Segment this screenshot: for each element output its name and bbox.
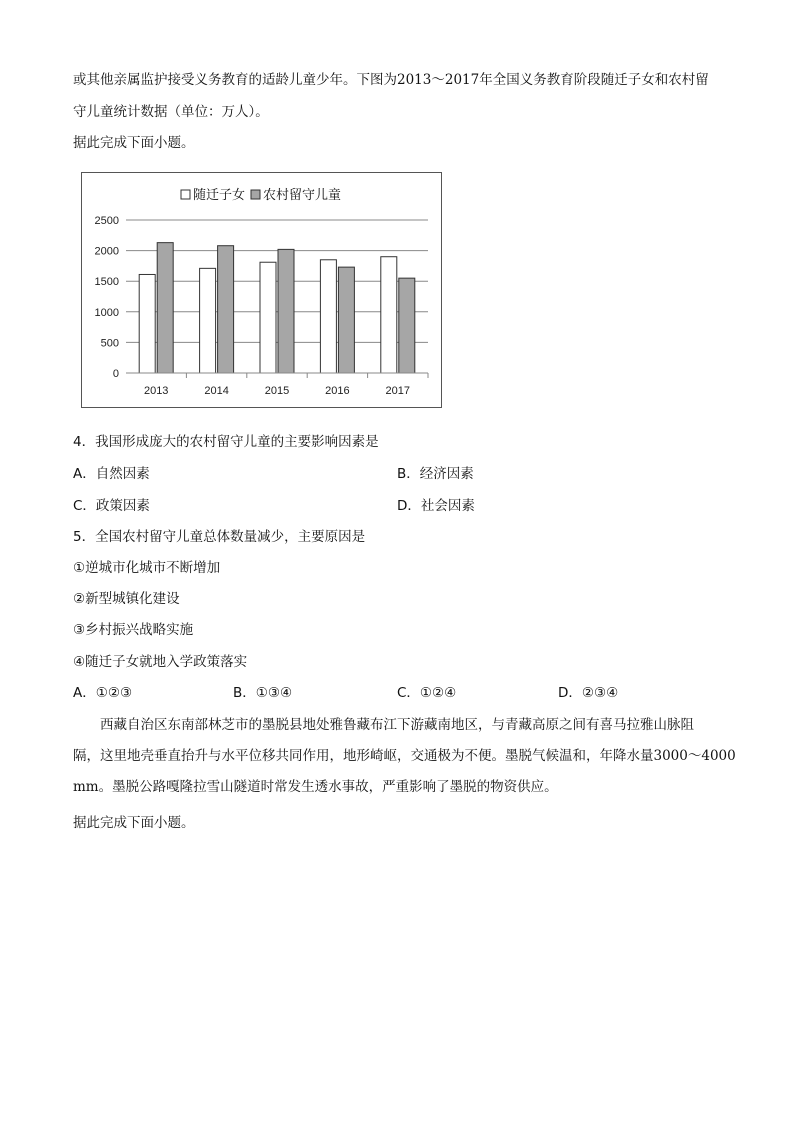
x-tick-label: 2013 — [143, 385, 169, 397]
q5-statement-4: ④随迁子女就地入学政策落实 — [73, 654, 248, 670]
chart-bars — [139, 243, 415, 373]
y-tick-label: 0 — [112, 368, 119, 380]
q4-option-d[interactable]: D．社会因素 — [397, 498, 475, 514]
y-tick-label: 2000 — [94, 245, 119, 258]
bar-series-1 — [139, 274, 155, 373]
q5-statement-3: ③乡村振兴战略实施 — [73, 622, 194, 638]
y-tick-label: 500 — [100, 337, 119, 350]
bar-series-1 — [260, 262, 276, 373]
passage-line-3: mm。墨脱公路嘎隆拉雪山隧道时常发生透水事故，严重影响了墨脱的物资供应。 — [73, 779, 558, 795]
y-tick-label: 2500 — [94, 215, 119, 227]
bar-series-1 — [320, 260, 336, 373]
passage-line-2: 隔，这里地壳垂直抬升与水平位移共同作用，地形崎岖，交通极为不便。墨脱气候温和，年降水量3000～4000 — [73, 748, 736, 764]
bar-chart-svg — [82, 173, 441, 407]
x-tick-label: 2014 — [204, 385, 229, 397]
y-tick-label: 1500 — [94, 276, 119, 289]
x-tick-label: 2017 — [385, 385, 411, 397]
intro-line-1: 或其他亲属监护接受义务教育的适龄儿童少年。下图为2013～2017年全国义务教育阶段随迁子女和农村留 — [73, 72, 709, 88]
bar-series-1 — [381, 257, 397, 373]
intro-line-2: 守儿童统计数据（单位：万人）。 — [73, 104, 269, 120]
q5-option-a[interactable]: A．①②③ — [73, 685, 133, 701]
bar-series-2 — [399, 278, 415, 373]
bar-series-2 — [338, 267, 354, 373]
q4-stem: 4．我国形成庞大的农村留守儿童的主要影响因素是 — [73, 434, 379, 450]
intro-prompt: 据此完成下面小题。 — [73, 135, 195, 151]
legend-label: 随迁子女 — [193, 187, 246, 202]
q4-option-b[interactable]: B．经济因素 — [397, 466, 474, 482]
passage-prompt: 据此完成下面小题。 — [73, 815, 195, 831]
q4-option-c[interactable]: C．政策因素 — [73, 498, 150, 514]
chart-legend — [181, 187, 341, 202]
bar-chart — [81, 172, 442, 408]
x-tick-label: 2015 — [264, 385, 290, 397]
bar-series-2 — [157, 243, 173, 373]
x-tick-label: 2016 — [325, 385, 350, 397]
q5-option-b[interactable]: B．①③④ — [233, 685, 293, 701]
bar-series-1 — [200, 268, 216, 373]
y-tick-label: 1000 — [94, 306, 119, 319]
q5-stem: 5．全国农村留守儿童总体数量减少，主要原因是 — [73, 529, 366, 545]
bar-series-2 — [218, 246, 234, 373]
q4-option-a[interactable]: A．自然因素 — [73, 466, 150, 482]
q5-statement-2: ②新型城镇化建设 — [73, 591, 180, 607]
passage-line-1: 西藏自治区东南部林芝市的墨脱县地处雅鲁藏布江下游藏南地区，与青藏高原之间有喜马拉雅山脉阻 — [100, 717, 694, 733]
legend-swatch — [251, 190, 260, 199]
q5-option-c[interactable]: C．①②④ — [397, 685, 457, 701]
legend-swatch — [181, 190, 190, 199]
q5-statement-1: ①逆城市化城市不断增加 — [73, 560, 221, 576]
q5-option-d[interactable]: D．②③④ — [558, 685, 619, 701]
legend-label: 农村留守儿童 — [263, 187, 342, 202]
bar-series-2 — [278, 249, 294, 373]
chart-axes — [126, 373, 428, 378]
